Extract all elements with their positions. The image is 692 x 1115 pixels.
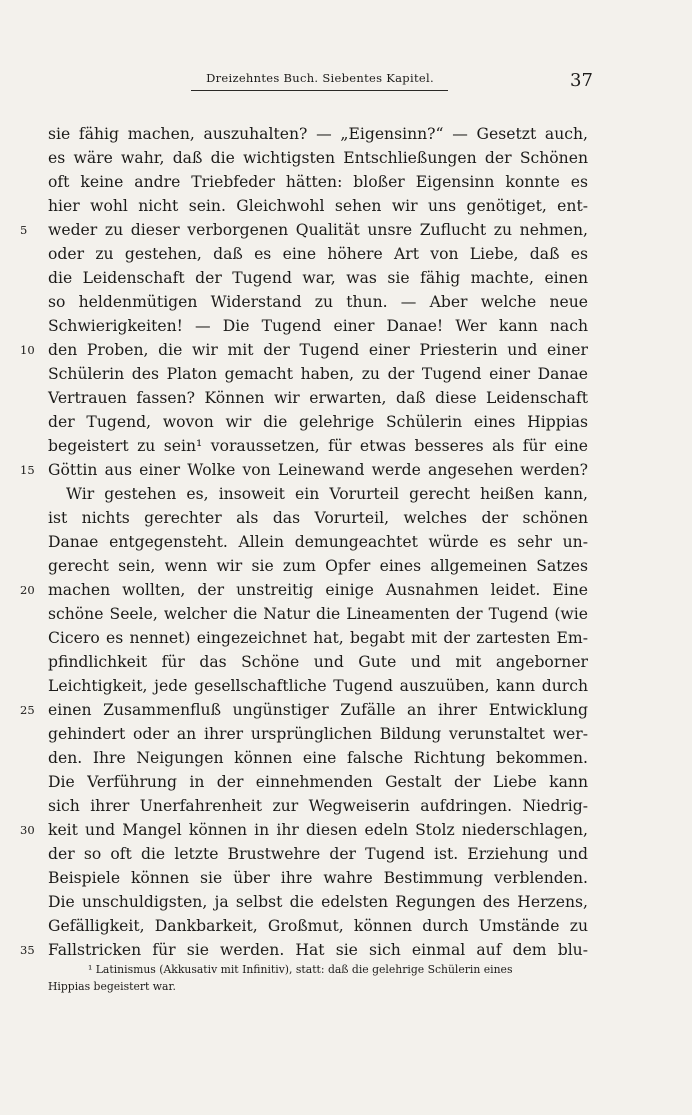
text-line: Fallstricken für sie werden. Hat sie sich einmal auf dem blu- — [48, 941, 588, 959]
line-number: 5 — [20, 223, 28, 237]
text-line: machen wollten, der unstreitig einige Ausnahmen leidet. Eine — [48, 581, 588, 599]
text-line: Göttin aus einer Wolke von Leinewand werde angesehen werden? — [48, 461, 588, 479]
text-line: gehindert oder an ihrer ursprünglichen Bildung verunstaltet wer- — [48, 725, 588, 743]
text-line: oder zu gestehen, daß es eine höhere Art von Liebe, daß es — [48, 245, 588, 263]
text-line: es wäre wahr, daß die wichtigsten Entschließungen der Schönen — [48, 149, 588, 167]
footnote-line-1: ¹ Latinismus (Akkusativ mit Infinitiv), statt: daß die gelehrige Schülerin eines — [88, 963, 513, 976]
text-line: Gefälligkeit, Dankbarkeit, Großmut, können durch Umstände zu — [48, 917, 588, 935]
text-line: einen Zusammenfluß ungünstiger Zufälle an ihrer Entwicklung — [48, 701, 588, 719]
text-line: oft keine andre Triebfeder hätten: bloßer Eigensinn konnte es — [48, 173, 588, 191]
text-line: Beispiele können sie über ihre wahre Bestimmung verblenden. — [48, 869, 588, 887]
text-line: Cicero es nennet) eingezeichnet hat, begabt mit der zartesten Em- — [48, 629, 588, 647]
line-number: 25 — [20, 703, 35, 717]
text-line: Schwierigkeiten! — Die Tugend einer Danae! Wer kann nach — [48, 317, 588, 335]
text-line: der Tugend, wovon wir die gelehrige Schülerin eines Hippias — [48, 413, 588, 431]
page-number: 37 — [570, 70, 593, 91]
text-line: sie fähig machen, auszuhalten? — „Eigensinn?“ — Gesetzt auch, — [48, 125, 588, 143]
text-line: so heldenmütigen Widerstand zu thun. — Aber welche neue — [48, 293, 588, 311]
text-line: Leichtigkeit, jede gesellschaftliche Tugend auszuüben, kann durch — [48, 677, 588, 695]
text-line: pfindlichkeit für das Schöne und Gute und mit angeborner — [48, 653, 588, 671]
text-line: der so oft die letzte Brustwehre der Tugend ist. Erziehung und — [48, 845, 588, 863]
header-rule — [191, 90, 448, 91]
text-line: sich ihrer Unerfahrenheit zur Wegweiserin aufdringen. Niedrig- — [48, 797, 588, 815]
text-line: Vertrauen fassen? Können wir erwarten, daß diese Leidenschaft — [48, 389, 588, 407]
text-line: ist nichts gerechter als das Vorurteil, welches der schönen — [48, 509, 588, 527]
footnote-line-2: Hippias begeistert war. — [48, 980, 176, 993]
text-line: keit und Mangel können in ihr diesen edeln Stolz niederschlagen, — [48, 821, 588, 839]
text-line: Die Verführung in der einnehmenden Gestalt der Liebe kann — [48, 773, 588, 791]
text-line: Danae entgegensteht. Allein demungeachtet würde es sehr un- — [48, 533, 588, 551]
text-line: weder zu dieser verborgenen Qualität unsre Zuflucht zu nehmen, — [48, 221, 588, 239]
text-line: hier wohl nicht sein. Gleichwohl sehen wir uns genötiget, ent- — [48, 197, 588, 215]
line-number: 20 — [20, 583, 35, 597]
text-line: Die unschuldigsten, ja selbst die edelsten Regungen des Herzens, — [48, 893, 588, 911]
text-line: begeistert zu sein¹ voraussetzen, für etwas besseres als für eine — [48, 437, 588, 455]
line-number: 15 — [20, 463, 35, 477]
text-line: den Proben, die wir mit der Tugend einer Priesterin und einer — [48, 341, 588, 359]
line-number: 30 — [20, 823, 35, 837]
text-line: Schülerin des Platon gemacht haben, zu der Tugend einer Danae — [48, 365, 588, 383]
running-head: Dreizehntes Buch. Siebentes Kapitel. — [206, 71, 434, 85]
text-line: den. Ihre Neigungen können eine falsche Richtung bekommen. — [48, 749, 588, 767]
line-number: 10 — [20, 343, 35, 357]
line-number: 35 — [20, 943, 35, 957]
text-line: die Leidenschaft der Tugend war, was sie fähig machte, einen — [48, 269, 588, 287]
text-line: Wir gestehen es, insoweit ein Vorurteil gerecht heißen kann, — [66, 485, 588, 503]
text-line: gerecht sein, wenn wir sie zum Opfer eines allgemeinen Satzes — [48, 557, 588, 575]
text-line: schöne Seele, welcher die Natur die Lineamenten der Tugend (wie — [48, 605, 588, 623]
